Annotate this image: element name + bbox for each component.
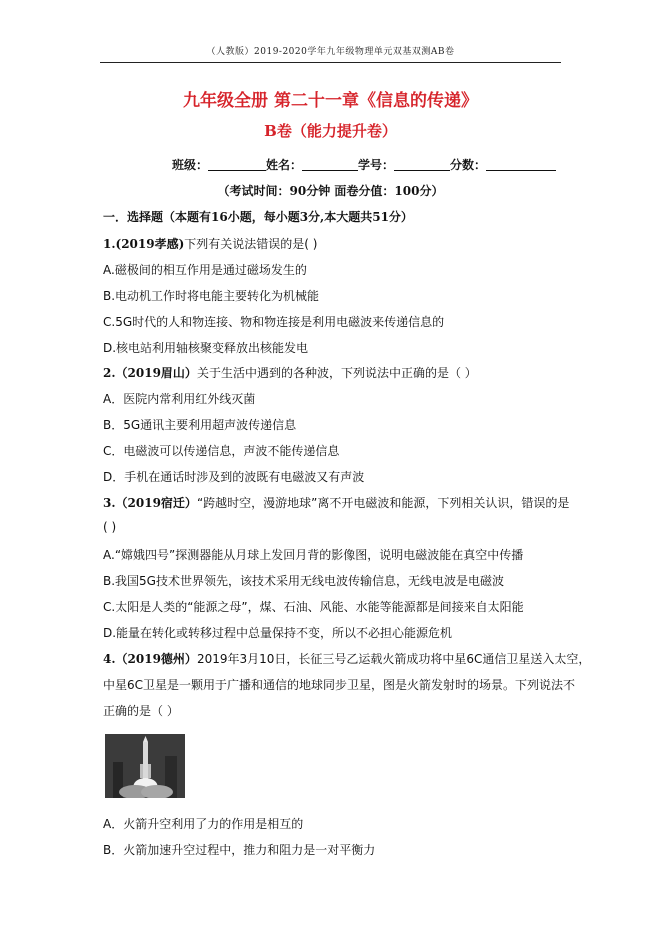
exam-meta: （考试时间：90分钟 面卷分值：100分）: [217, 184, 444, 198]
q2-option-a: A．医院内常利用红外线灭菌: [103, 392, 256, 406]
q3-option-c: C.太阳是人类的“能源之母”，煤、石油、风能、水能等能源都是间接来自太阳能: [103, 600, 524, 614]
student-id-label: 学号：: [358, 158, 395, 172]
question-2: [103, 364, 477, 381]
q4-source: （2019德州）: [115, 652, 197, 666]
q2-option-d: D．手机在通话时涉及到的波既有电磁波又有声波: [103, 470, 365, 484]
q4-number: 4.: [103, 652, 116, 666]
q2-source: （2019眉山）: [115, 366, 197, 380]
student-id-blank[interactable]: [394, 158, 450, 171]
q4-option-b: B．火箭加速升空过程中，推力和阻力是一对平衡力: [103, 843, 376, 857]
q1-source: (2019孝感): [115, 237, 185, 251]
name-blank[interactable]: [302, 158, 358, 171]
q1-option-d: D.核电站利用轴核聚变释放出核能发电: [103, 341, 309, 355]
q3-number: 3.: [103, 496, 116, 510]
q4-stem-line2: 中星6C卫星是一颗用于广播和通信的地球同步卫星，图是火箭发射时的场景。下列说法不: [103, 678, 576, 692]
q2-number: 2.: [103, 366, 116, 380]
q3-option-b: B.我国5G技术世界领先，该技术采用无线电波传输信息，无线电波是电磁波: [103, 574, 504, 588]
q4-stem: 2019年3月10日，长征三号乙运载火箭成功将中星6C通信卫星送入太空，: [196, 652, 591, 666]
question-3: [103, 494, 569, 511]
q1-option-a: A.磁极间的相互作用是通过磁场发生的: [103, 263, 307, 277]
name-label: 姓名：: [266, 158, 303, 172]
page-title: 九年级全册 第二十一章《信息的传递》: [183, 91, 478, 111]
q1-option-b: B.电动机工作时将电能主要转化为机械能: [103, 289, 320, 303]
page-subtitle: B卷（能力提升卷）: [264, 122, 397, 140]
q4-stem-line3: 正确的是（ ）: [103, 704, 179, 718]
score-blank[interactable]: [486, 158, 556, 171]
q3-option-a: A.“嫦娥四号”探测器能从月球上发回月背的影像图，说明电磁波能在真空中传播: [103, 548, 524, 562]
student-info-line: [172, 156, 556, 173]
q3-option-d: D.能量在转化或转移过程中总量保持不变，所以不必担心能源危机: [103, 626, 453, 640]
question-1: [103, 235, 317, 252]
q1-number: 1.: [103, 237, 116, 251]
q3-stem-cont: ( ): [103, 520, 117, 534]
q1-stem: 下列有关说法错误的是( ): [184, 237, 318, 251]
q3-stem: “跨越时空，漫游地球”离不开电磁波和能源，下列相关认识，错误的是: [196, 496, 570, 510]
section-heading: 一．选择题（本题有16小题，每小题3分,本大题共51分）: [103, 210, 413, 224]
running-header: （人教版）2019-2020学年九年级物理单元双基双测AB卷: [100, 44, 561, 63]
q2-option-b: B．5G通讯主要利用超声波传递信息: [103, 418, 297, 432]
class-blank[interactable]: [208, 158, 266, 171]
class-label: 班级：: [172, 158, 209, 172]
rocket-launch-image: [105, 734, 185, 798]
score-label: 分数：: [450, 158, 487, 172]
q3-source: （2019宿迁）: [115, 496, 197, 510]
q4-option-a: A．火箭升空利用了力的作用是相互的: [103, 817, 304, 831]
q1-option-c: C.5G时代的人和物连接、物和物连接是利用电磁波来传递信息的: [103, 315, 445, 329]
q2-option-c: C．电磁波可以传递信息，声波不能传递信息: [103, 444, 340, 458]
rocket-icon: [105, 734, 185, 798]
question-4: [103, 650, 590, 667]
q2-stem: 关于生活中遇到的各种波，下列说法中正确的是（ ）: [196, 366, 477, 380]
